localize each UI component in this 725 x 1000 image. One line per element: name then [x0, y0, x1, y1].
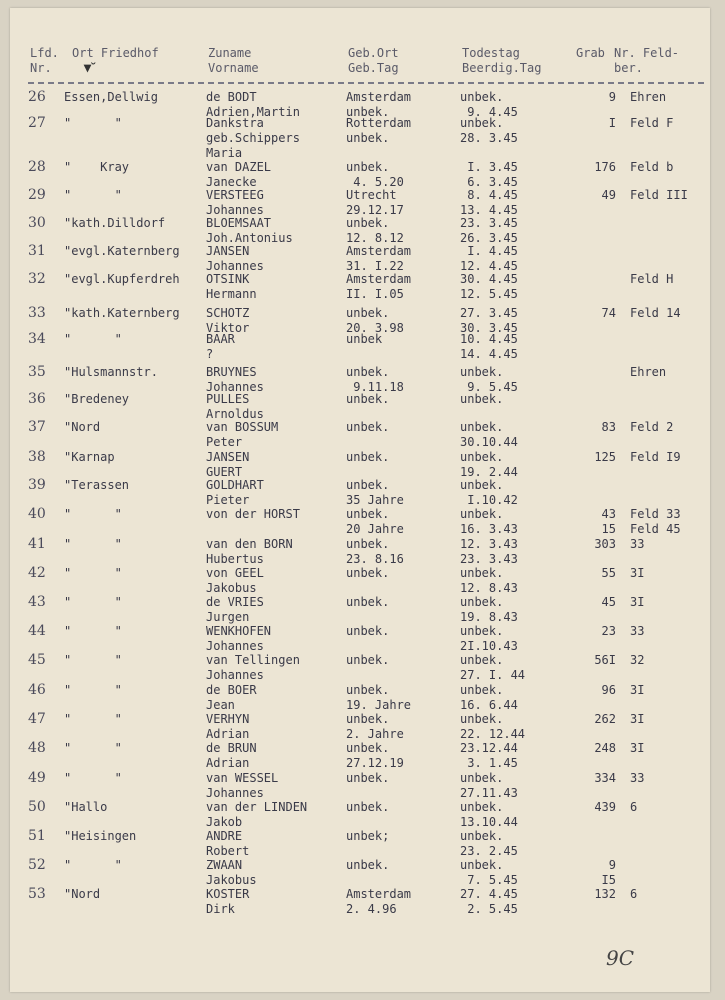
row-todestag: 10. 4.45 14. 4.45	[460, 332, 518, 361]
row-feld: Feld 14	[630, 306, 681, 320]
row-name: van den BORN Hubertus	[206, 537, 293, 566]
row-ort: " "	[64, 741, 122, 755]
row-name: ANDRE Robert	[206, 829, 250, 858]
header-grab: Grab	[576, 46, 605, 60]
row-todestag: 30. 4.45 12. 5.45	[460, 272, 518, 301]
row-nr: 47	[28, 711, 46, 727]
row-name: von GEEL Jakobus	[206, 566, 264, 595]
row-geb: Rotterdam unbek.	[346, 116, 412, 145]
row-feld: Feld I9	[630, 450, 681, 464]
row-grab: 303	[594, 537, 616, 551]
row-name: JANSEN GUERT	[206, 450, 250, 479]
row-feld: Feld III	[630, 188, 688, 202]
row-name: OTSINK Hermann	[206, 272, 257, 301]
row-ort: " "	[64, 653, 122, 667]
row-feld: Ehren	[630, 90, 667, 104]
row-grab: 248	[594, 741, 616, 755]
row-nr: 36	[28, 391, 46, 407]
row-feld: 6	[630, 800, 638, 814]
row-feld: 33	[630, 624, 645, 638]
row-feld: Ehren	[630, 365, 667, 379]
row-geb: Amsterdam 2. 4.96	[346, 887, 412, 916]
row-geb: unbek. 4. 5.20	[346, 160, 404, 189]
row-name: Dankstra geb.Schippers Maria	[206, 116, 300, 160]
row-name: KOSTER Dirk	[206, 887, 250, 916]
row-ort: " "	[64, 332, 122, 346]
row-geb: unbek.	[346, 566, 390, 580]
row-todestag: unbek. 23. 2.45	[460, 829, 518, 858]
row-ort: "Hulsmannstr.	[64, 365, 158, 379]
row-nr: 53	[28, 886, 46, 902]
row-todestag: 12. 3.43 23. 3.43	[460, 537, 518, 566]
row-nr: 52	[28, 857, 46, 873]
header-divider	[28, 82, 704, 84]
row-grab: 23	[601, 624, 616, 638]
row-nr: 39	[28, 477, 46, 493]
row-nr: 30	[28, 215, 46, 231]
row-feld: Feld H	[630, 272, 674, 286]
row-feld: Feld 2	[630, 420, 674, 434]
row-grab: 49	[601, 188, 616, 202]
row-ort: " "	[64, 507, 122, 521]
row-ort: "Terassen	[64, 478, 130, 492]
row-ort: "Bredeney	[64, 392, 130, 406]
row-todestag: unbek. 30.10.44	[460, 420, 518, 449]
row-geb: unbek. 35 Jahre	[346, 478, 404, 507]
row-grab: 132	[594, 887, 616, 901]
row-feld: 3I	[630, 712, 645, 726]
row-nr: 46	[28, 682, 46, 698]
row-geb: unbek.	[346, 595, 390, 609]
row-feld: 33	[630, 537, 645, 551]
row-geb: unbek.	[346, 450, 390, 464]
header-todestag: Todestag Beerdig.Tag	[462, 46, 542, 75]
row-todestag: 23.12.44 3. 1.45	[460, 741, 518, 770]
handwritten-page-mark: 9C	[606, 946, 635, 970]
row-name: VERHYN Adrian	[206, 712, 250, 741]
row-nr: 34	[28, 331, 46, 347]
row-ort: " "	[64, 566, 122, 580]
row-todestag: unbek. 7. 5.45	[460, 858, 518, 887]
row-ort: " "	[64, 188, 122, 202]
row-grab: 176	[594, 160, 616, 174]
row-todestag: unbek. 16. 3.43	[460, 507, 518, 536]
row-nr: 51	[28, 828, 46, 844]
row-feld: 32	[630, 653, 645, 667]
row-feld: 3I	[630, 683, 645, 697]
row-geb: unbek.	[346, 420, 390, 434]
row-nr: 43	[28, 594, 46, 610]
row-feld: 3I	[630, 741, 645, 755]
row-geb: unbek.	[346, 800, 390, 814]
row-grab: 439	[594, 800, 616, 814]
row-todestag: unbek. 12. 8.43	[460, 566, 518, 595]
row-name: van BOSSUM Peter	[206, 420, 279, 449]
row-name: van der LINDEN Jakob	[206, 800, 308, 829]
row-nr: 42	[28, 565, 46, 581]
row-nr: 41	[28, 536, 46, 552]
row-feld: Feld b	[630, 160, 674, 174]
row-name: SCHOTZ Viktor	[206, 306, 250, 335]
row-todestag: I. 4.45 12. 4.45	[460, 244, 518, 273]
row-geb: unbek. 19. Jahre	[346, 683, 412, 712]
row-grab: 56I	[594, 653, 616, 667]
row-name: PULLES Arnoldus	[206, 392, 264, 421]
row-grab: 9	[608, 90, 616, 104]
row-ort: "Karnap	[64, 450, 115, 464]
row-nr: 40	[28, 506, 46, 522]
row-name: de VRIES Jurgen	[206, 595, 264, 624]
row-grab: 262	[594, 712, 616, 726]
row-name: JANSEN Johannes	[206, 244, 264, 273]
row-grab: 125	[594, 450, 616, 464]
row-nr: 28	[28, 159, 46, 175]
header-name: Zuname Vorname	[208, 46, 259, 75]
row-ort: " Kray	[64, 160, 130, 174]
header-lfd-nr: Lfd. Nr.	[30, 46, 59, 75]
row-todestag: unbek. 19. 8.43	[460, 595, 518, 624]
row-ort: "Hallo	[64, 800, 108, 814]
row-todestag: unbek. 27. I. 44	[460, 653, 526, 682]
row-nr: 48	[28, 740, 46, 756]
row-todestag: unbek. 13.10.44	[460, 800, 518, 829]
row-todestag: unbek.	[460, 392, 504, 406]
row-name: BRUYNES Johannes	[206, 365, 264, 394]
row-nr: 44	[28, 623, 46, 639]
row-todestag: unbek. 19. 2.44	[460, 450, 518, 479]
row-geb: unbek.	[346, 624, 390, 638]
row-nr: 26	[28, 89, 46, 105]
row-name: van DAZEL Janecke	[206, 160, 272, 189]
row-todestag: 27. 3.45 30. 3.45	[460, 306, 518, 335]
row-todestag: unbek. 9. 5.45	[460, 365, 518, 394]
row-nr: 49	[28, 770, 46, 786]
row-ort: Essen,Dellwig	[64, 90, 158, 104]
row-name: de BODT Adrien,Martin	[206, 90, 300, 119]
row-geb: unbek.	[346, 858, 390, 872]
row-geb: unbek. 20. 3.98	[346, 306, 404, 335]
row-nr: 37	[28, 419, 46, 435]
document-sheet	[10, 8, 710, 992]
row-geb: Amsterdam unbek.	[346, 90, 412, 119]
row-ort: " "	[64, 858, 122, 872]
row-nr: 35	[28, 364, 46, 380]
row-grab: 96	[601, 683, 616, 697]
row-nr: 32	[28, 271, 46, 287]
row-geb: unbek.	[346, 392, 390, 406]
row-name: de BOER Jean	[206, 683, 257, 712]
row-todestag: 8. 4.45 13. 4.45	[460, 188, 518, 217]
row-nr: 38	[28, 449, 46, 465]
row-nr: 50	[28, 799, 46, 815]
row-ort: " "	[64, 771, 122, 785]
row-geb: unbek. 12. 8.12	[346, 216, 404, 245]
row-todestag: 23. 3.45 26. 3.45	[460, 216, 518, 245]
row-name: VERSTEEG Johannes	[206, 188, 264, 217]
header-geb: Geb.Ort Geb.Tag	[348, 46, 399, 75]
row-name: BAAR ?	[206, 332, 235, 361]
row-todestag: I. 3.45 6. 3.45	[467, 160, 518, 189]
row-ort: "Nord	[64, 420, 101, 434]
pencil-mark: ▾˘	[84, 61, 96, 76]
row-name: de BRUN Adrian	[206, 741, 257, 770]
row-ort: " "	[64, 537, 122, 551]
row-ort: "kath.Katernberg	[64, 306, 180, 320]
row-feld: 3I	[630, 595, 645, 609]
row-ort: " "	[64, 595, 122, 609]
row-grab: 55	[601, 566, 616, 580]
row-nr: 31	[28, 243, 46, 259]
row-grab: 43 15	[601, 507, 616, 536]
row-geb: Amsterdam II. I.05	[346, 272, 412, 301]
row-ort: " "	[64, 116, 122, 130]
row-feld: 6	[630, 887, 638, 901]
row-grab: 334	[594, 771, 616, 785]
header-nr-felder: Nr. Feld- ber.	[614, 46, 680, 75]
row-geb: unbek.	[346, 653, 390, 667]
row-ort: "evgl.Kupferdreh	[64, 272, 180, 286]
row-name: GOLDHART Pieter	[206, 478, 264, 507]
row-grab: 83	[601, 420, 616, 434]
row-feld: Feld 33 Feld 45	[630, 507, 681, 536]
row-geb: unbek. 9.11.18	[346, 365, 404, 394]
row-name: van Tellingen Johannes	[206, 653, 300, 682]
row-name: von der HORST	[206, 507, 300, 521]
row-geb: unbek	[346, 332, 383, 346]
row-nr: 27	[28, 115, 46, 131]
row-todestag: unbek. 22. 12.44	[460, 712, 526, 741]
row-ort: " "	[64, 683, 122, 697]
row-ort: "Nord	[64, 887, 101, 901]
row-geb: Utrecht 29.12.17	[346, 188, 404, 217]
header-ort-friedhof: Ort Friedhof	[72, 46, 159, 60]
row-geb: unbek. 27.12.19	[346, 741, 404, 770]
row-feld: Feld F	[630, 116, 674, 130]
row-geb: unbek. 20 Jahre	[346, 507, 404, 536]
row-todestag: unbek. 9. 4.45	[460, 90, 518, 119]
row-ort: "kath.Dilldorf	[64, 216, 166, 230]
row-geb: unbek. 23. 8.16	[346, 537, 404, 566]
row-grab: I	[608, 116, 616, 130]
row-geb: unbek. 2. Jahre	[346, 712, 404, 741]
row-name: ZWAAN Jakobus	[206, 858, 257, 887]
row-todestag: 27. 4.45 2. 5.45	[460, 887, 518, 916]
row-geb: Amsterdam 31. I.22	[346, 244, 412, 273]
row-name: BLOEMSAAT Joh.Antonius	[206, 216, 293, 245]
row-todestag: unbek. I.10.42	[460, 478, 518, 507]
row-todestag: unbek. 27.11.43	[460, 771, 518, 800]
row-grab: 9 I5	[601, 858, 616, 887]
row-todestag: unbek. 28. 3.45	[460, 116, 518, 145]
row-ort: " "	[64, 624, 122, 638]
row-grab: 74	[601, 306, 616, 320]
row-name: WENKHOFEN Johannes	[206, 624, 272, 653]
row-todestag: unbek. 2I.10.43	[460, 624, 518, 653]
row-feld: 3I	[630, 566, 645, 580]
row-ort: "evgl.Katernberg	[64, 244, 180, 258]
row-nr: 33	[28, 305, 46, 321]
row-name: van WESSEL Johannes	[206, 771, 279, 800]
row-nr: 45	[28, 652, 46, 668]
row-feld: 33	[630, 771, 645, 785]
row-geb: unbek.	[346, 771, 390, 785]
row-ort: " "	[64, 712, 122, 726]
row-grab: 45	[601, 595, 616, 609]
row-geb: unbek;	[346, 829, 390, 843]
row-nr: 29	[28, 187, 46, 203]
row-todestag: unbek. 16. 6.44	[460, 683, 518, 712]
row-ort: "Heisingen	[64, 829, 137, 843]
